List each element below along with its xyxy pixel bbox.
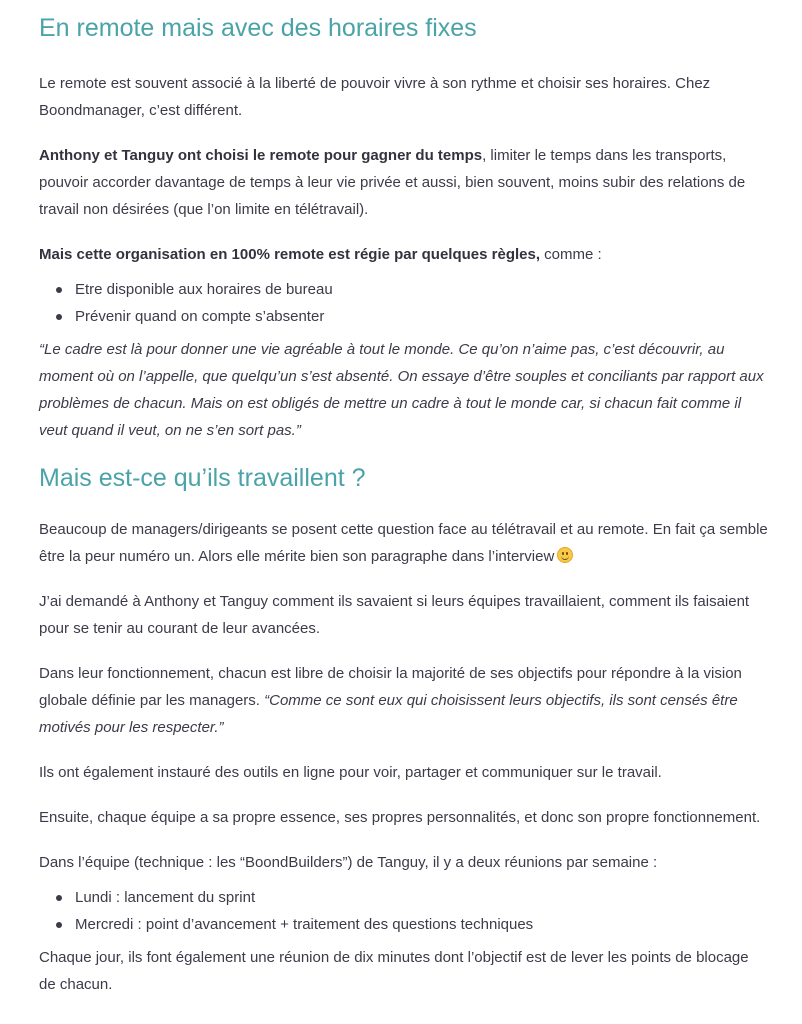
paragraph-teams: Ensuite, chaque équipe a sa propre essence, ses propres personnalités, et donc son propre fonctionnement. [39,809,761,826]
paragraph-managers-question [39,516,769,570]
bullet-icon [56,314,62,320]
paragraph-meetings-intro: Dans l’équipe (technique : les “BoondBuilders”) de Tanguy, il y a deux réunions par semaine : [39,854,658,871]
paragraph-intro: Le remote est souvent associé à la liberté de pouvoir vivre à son rythme et choisir ses horaires. Chez Boondmanager, c’est différent. [39,75,711,119]
paragraph-daily-meeting: Chaque jour, ils font également une réunion de dix minutes dont l’objectif est de lever les points de blocage de chacun. [39,949,749,993]
paragraph-text: , limiter le temps dans les transports, pouvoir accorder davantage de temps à leur vie privée et aussi, bien souvent, moins subir des relations de travail non désirées (que l’on limite en télétravail). [39,147,746,218]
list-item-text: Mercredi : point d’avancement + traitement des questions techniques [75,916,534,933]
italic-quote: “Comme ce sont eux qui choisissent leurs objectifs, ils sont censés être motivés pour les respecter.” [39,692,738,736]
list-item-text: Prévenir quand on compte s’absenter [75,308,325,325]
bold-text: Anthony et Tanguy ont choisi le remote pour gagner du temps [39,147,483,164]
list-item [75,276,769,303]
article-content [39,0,769,1016]
list-item-text: Etre disponible aux horaires de bureau [75,281,333,298]
paragraph-text: Dans leur fonctionnement, chacun est libre de choisir la majorité de ses objectifs pour répondre à la vision globale définie par les managers. [39,665,742,709]
paragraph-rules-intro [39,241,769,268]
bullet-icon [56,922,62,928]
section-heading-remote-fixed-hours: En remote mais avec des horaires fixes [39,14,477,42]
paragraph-text: comme : [540,246,602,263]
paragraph-tools: Ils ont également instauré des outils en ligne pour voir, partager et communiquer sur le travail. [39,764,662,781]
list-item-text: Lundi : lancement du sprint [75,889,256,906]
rules-list [39,276,769,330]
slightly-smiling-face-icon [557,547,573,563]
list-item [75,911,769,938]
paragraph-asked: J’ai demandé à Anthony et Tanguy comment ils savaient si leurs équipes travaillaient, comment ils faisaient pour se tenir au courant de leur avancées. [39,593,750,637]
section-heading-do-they-work: Mais est-ce qu’ils travaillent ? [39,464,366,492]
paragraph-objectives [39,660,769,741]
bullet-icon [56,287,62,293]
quote-paragraph [39,336,769,444]
bold-text: Mais cette organisation en 100% remote est régie par quelques règles, [39,246,541,263]
paragraph-text: Beaucoup de managers/dirigeants se posent cette question face au télétravail et au remote. En fait ça semble être la peur numéro un. Alors elle mérite bien son paragraphe dans l’interview [39,521,768,565]
meetings-list [39,884,769,938]
list-item [75,303,769,330]
italic-quote: “Le cadre est là pour donner une vie agréable à tout le monde. Ce qu’on n’aime pas, c’est découvrir, au moment où on l’appelle, que quelqu’un s’est absenté. On essaye d’être souples et conciliants par rapport aux problèmes de chacun. Mais on est obligés de mettre un cadre à tout le monde car, si chacun fait comme il veut quand il veut, on ne s’en sort pas.” [39,341,764,439]
list-item [75,884,769,911]
bullet-icon [56,895,62,901]
paragraph-why-remote [39,142,769,223]
